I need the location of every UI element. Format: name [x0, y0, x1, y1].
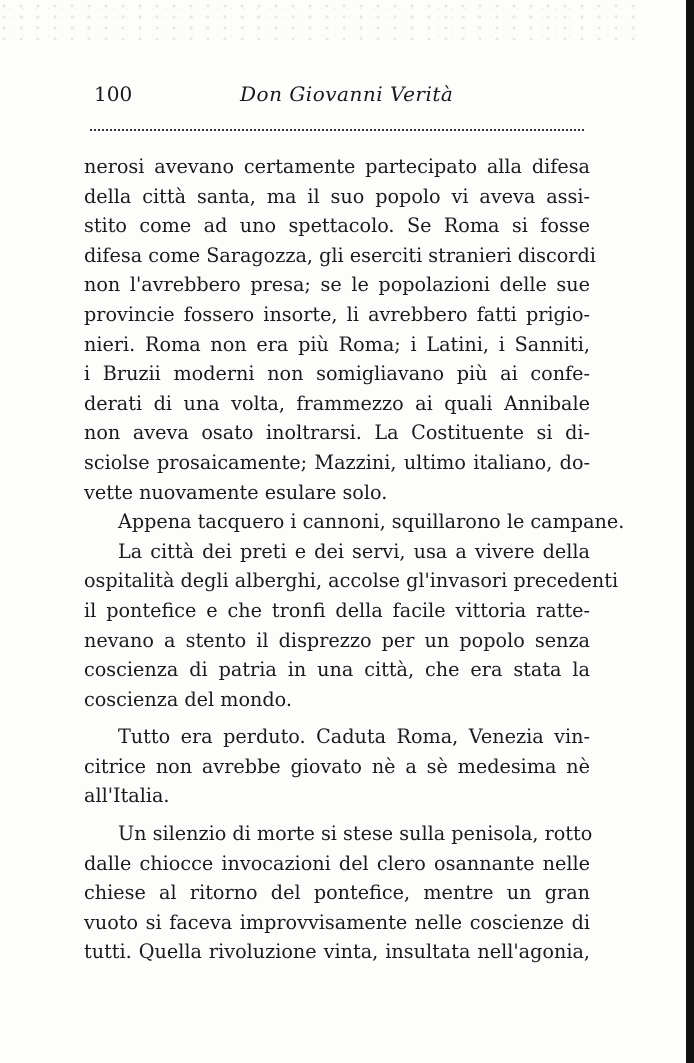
text-line: provincie fossero insorte, li avrebbero fatti prigio-: [84, 302, 590, 326]
text-line: nevano a stento il disprezzo per un popolo senza: [84, 628, 590, 652]
text-line: della città santa, ma il suo popolo vi aveva assi-: [84, 184, 590, 208]
text-line: sciolse prosaicamente; Mazzini, ultimo italiano, do-: [84, 450, 590, 474]
text-line: non aveva osato inoltrarsi. La Costituente si di-: [84, 421, 590, 445]
text-line: Tutto era perduto. Caduta Roma, Venezia vin-: [118, 725, 590, 749]
scan-noise: [0, 0, 640, 40]
text-line: nieri. Roma non era più Roma; i Latini, i Sanniti,: [84, 332, 590, 356]
text-line: difesa come Saragozza, gli eserciti stranieri discordi: [84, 243, 596, 267]
body-text: [84, 152, 625, 967]
running-title: Don Giovanni Verità: [240, 82, 454, 106]
text-line: tutti. Quella rivoluzione vinta, insultata nell'agonia,: [84, 940, 590, 964]
text-line: dalle chiocce invocazioni del clero osannante nelle: [84, 851, 590, 875]
text-line: ospitalità degli alberghi, accolse gl'invasori precedenti: [84, 569, 619, 593]
text-line: vette nuovamente esulare solo.: [84, 480, 388, 504]
text-line: coscienza del mondo.: [84, 687, 292, 711]
text-line: vuoto si faceva improvvisamente nelle coscienze di: [84, 910, 590, 934]
header-rule: [90, 129, 584, 131]
text-line: i Bruzii moderni non somigliavano più ai confe-: [84, 362, 590, 386]
text-line: Un silenzio di morte si stese sulla penisola, rotto: [118, 822, 593, 846]
text-line: Appena tacquero i cannoni, squillarono le campane.: [118, 510, 625, 534]
text-line: il pontefice e che tronfi della facile vittoria ratte-: [84, 598, 590, 622]
text-line: stito come ad uno spettacolo. Se Roma si fosse: [84, 214, 590, 238]
text-line: nerosi avevano certamente partecipato alla difesa: [84, 155, 590, 178]
page-header: [88, 82, 588, 116]
text-line: La città dei preti e dei servi, usa a vivere della: [118, 539, 590, 563]
text-line: non l'avrebbero presa; se le popolazioni delle sue: [84, 273, 590, 297]
text-line: coscienza di patria in una città, che era stata la: [84, 658, 590, 682]
text-line: chiese al ritorno del pontefice, mentre un gran: [84, 881, 590, 905]
page-number: 100: [94, 82, 133, 106]
text-line: derati di una volta, frammezzo ai quali Annibale: [84, 391, 590, 415]
text-line: all'Italia.: [84, 784, 170, 808]
page-binding-edge: [686, 0, 694, 1063]
text-line: citrice non avrebbe giovato nè a sè medesima nè: [84, 754, 590, 778]
